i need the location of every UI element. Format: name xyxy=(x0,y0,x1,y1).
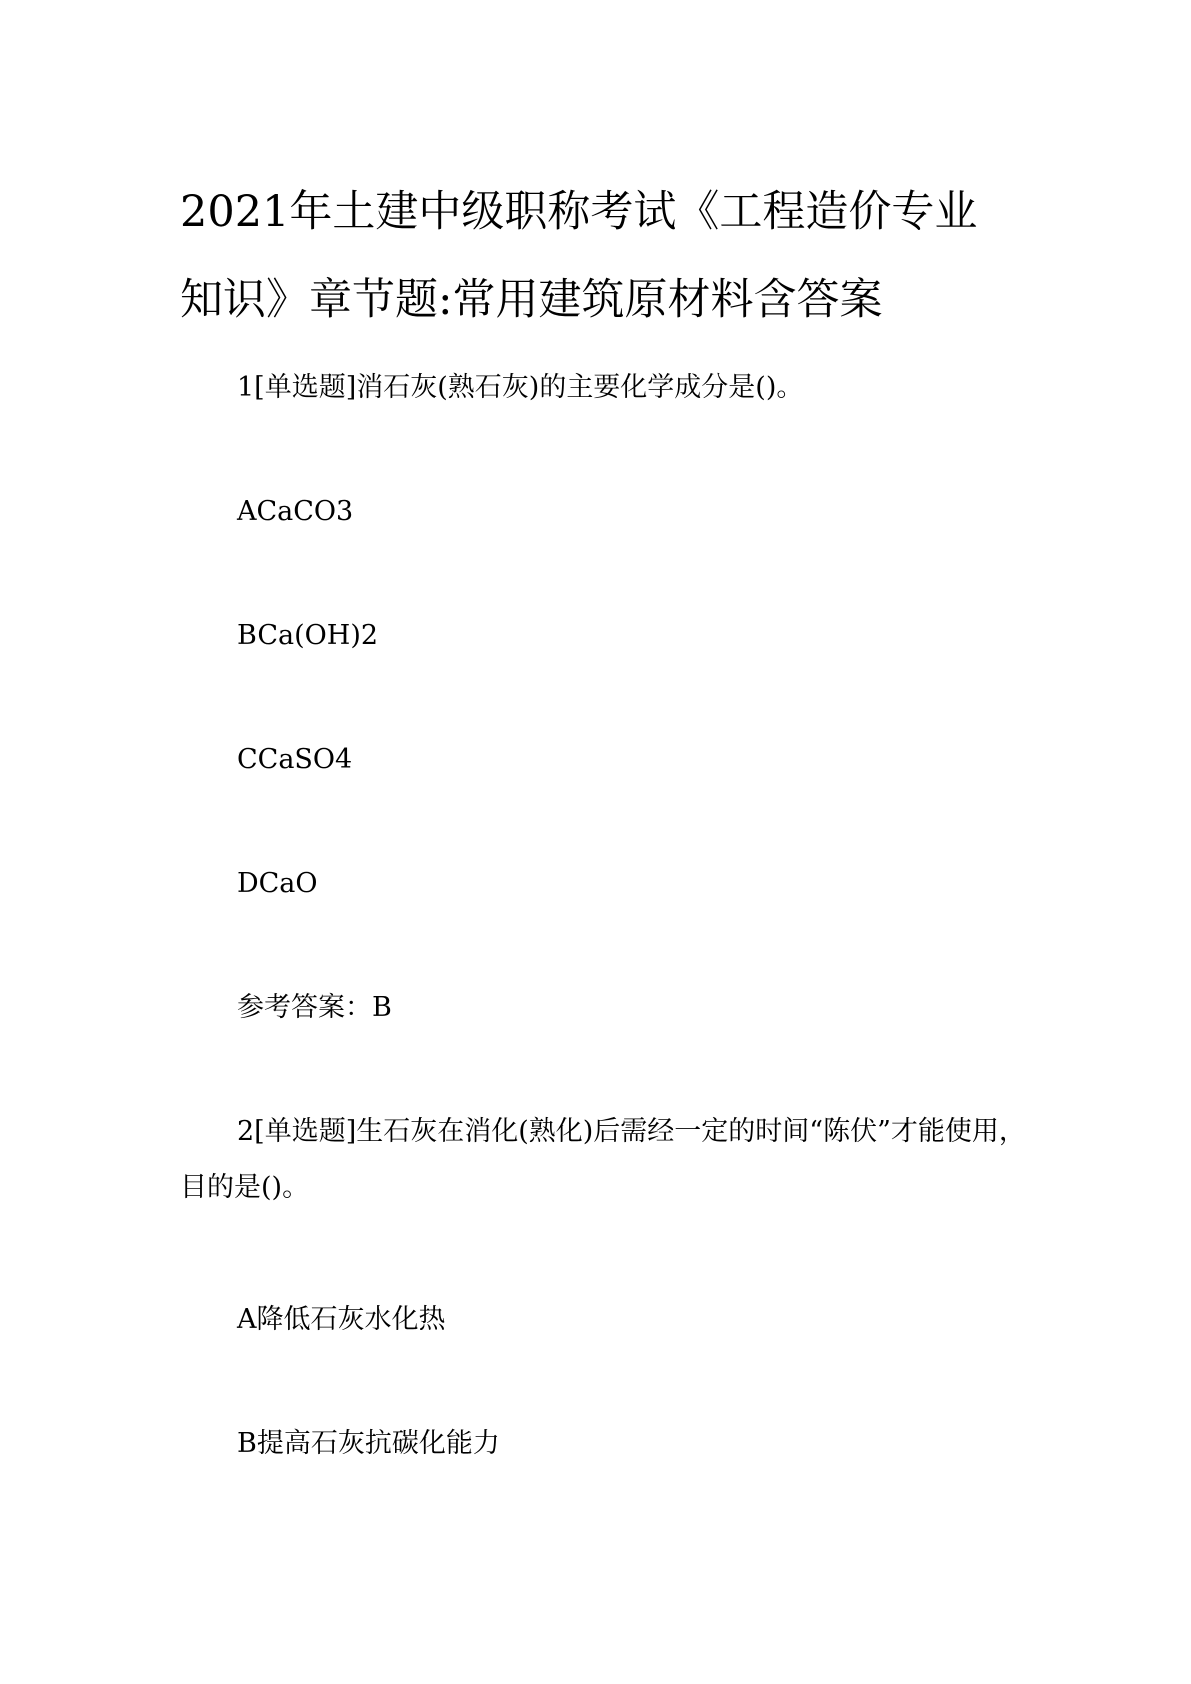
question-2-option-b: B提高石灰抗碳化能力 xyxy=(237,1428,500,1459)
question-1-stem: 1[单选题]消石灰(熟石灰)的主要化学成分是()。 xyxy=(237,372,804,403)
question-1-answer: 参考答案：B xyxy=(237,992,392,1023)
document-title: 2021年土建中级职称考试《工程造价专业知识》章节题:常用建筑原材料含答案 xyxy=(180,187,978,325)
question-1-option-a: ACaCO3 xyxy=(237,496,354,527)
question-1-option-d: DCaO xyxy=(237,868,318,899)
question-1-option-b: BCa(OH)2 xyxy=(237,620,379,651)
question-1-option-c: CCaSO4 xyxy=(237,744,353,775)
question-2-option-a: A降低石灰水化热 xyxy=(237,1304,446,1335)
question-2-stem: 2[单选题]生石灰在消化(熟化)后需经一定的时间“陈伏”才能使用，目的是()。 xyxy=(180,1116,1026,1203)
